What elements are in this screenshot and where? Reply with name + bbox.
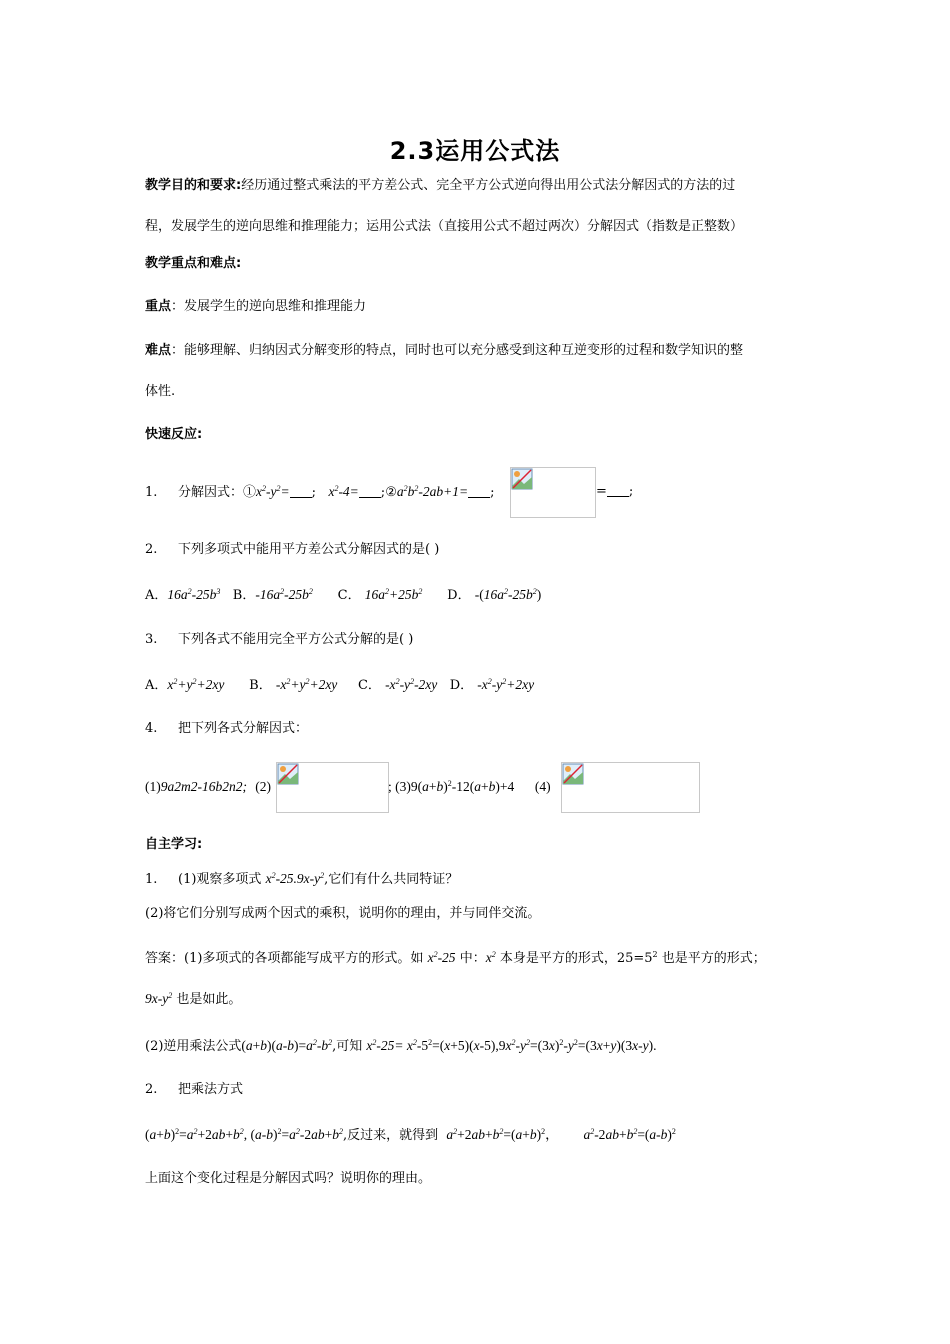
key-point-line (145, 298, 815, 316)
question-3-options: A．$x^2+y^2+2xy$ B． $-x^2+y^2+2xy$ C． $-x^2-y^2-2xy$ D． $-x^2-y^2+2xy$ (145, 677, 535, 693)
question-1-lead: 分解因式：① (178, 485, 257, 500)
difficult-line-1 (145, 342, 815, 360)
question-2-text: 下列多项式中能用平方差公式分解因式的是( ) (178, 542, 440, 557)
formula-image-placeholder (561, 762, 700, 813)
question-1: 1. 分解因式：$①x^2-y^2=$ ; $x^2-4=$ $;②a^2b^2-2ab+1=$ ; (145, 484, 495, 500)
broken-image-icon (277, 763, 299, 785)
question-4-part-3: ; $(3)9(a+b)^2-12(a+b)+4$ (4) (388, 779, 551, 794)
self-study-item-2: 2. 把乘法方式 (145, 1082, 244, 1097)
question-4-text: 把下列各式分解因式： (178, 721, 309, 736)
question-2-options: A．$16a^2-25b^3$ B．$-16a^2-25b^2$ C． $16a^2+25b^2$ D． $-(16a^2-25b^2)$ (145, 587, 542, 603)
quick-heading: 快速反应: (145, 427, 203, 442)
goals-line-1 (145, 177, 815, 195)
question-2: 2. 下列多项式中能用平方差公式分解因式的是( ) (145, 542, 440, 557)
self-study-heading: 自主学习: (145, 837, 203, 852)
question-4: 4. 把下列各式分解因式： (145, 721, 309, 736)
question-1-tail: = ; (596, 484, 634, 499)
answer-blank[interactable] (290, 485, 312, 498)
answer-line-2: $9x-y^2$ 也是如此。 (145, 991, 242, 1007)
formula-image-placeholder (510, 467, 596, 518)
answer-blank[interactable] (468, 485, 490, 498)
key-difficult-heading: 教学重点和难点: (145, 256, 242, 271)
self-study-item-1: 1. (1)观察多项式 $x^2-25.9x-y^2$,它们有什么共同特证？ (145, 871, 459, 887)
answer-line-3: (2)逆用乘法公式$(a+b)(a-b)=a^2-b^2$,可知 $x^2-25= x^2-5^2=(x+5)(x-5),9x^2-y^2=(3x)^2-y^2=(3x+y)(3x-y)$. (145, 1038, 657, 1054)
answer-blank[interactable] (607, 484, 629, 497)
difficult-text-1: ：能够理解、归纳因式分解变形的特点，同时也可以充分感受到这种互逆变形的过程和数学知识的整 (171, 343, 744, 358)
goals-label: 教学目的和要求: (145, 178, 242, 193)
question-3: 3. 下列各式不能用完全平方公式分解的是( ) (145, 632, 414, 647)
difficult-label: 难点 (145, 343, 172, 358)
difficult-line-2: 体性. (145, 384, 176, 399)
formula-image-placeholder (276, 762, 389, 813)
key-label: 重点 (145, 299, 172, 314)
formula-line: $(a+b)^2=a^2+2ab+b^2$, $(a-b)^2=a^2-2ab+b^2$,反过来，就得到 $a^2+2ab+b^2=(a+b)^2$， $a^2-2ab+b^2=(a-b)^2$ (145, 1127, 676, 1143)
answer-line-1: 答案：(1)多项式的各项都能写成平方的形式。如 $x^2-25$ 中：$x^2$ 本身是平方的形式，$25=5^2$ 也是平方的形式； (145, 950, 766, 966)
broken-image-icon (562, 763, 584, 785)
question-4-part-1: (1)9a2m2-16b2n2; (2) (145, 779, 272, 794)
answer-blank[interactable] (359, 485, 381, 498)
question-3-text: 下列各式不能用完全平方公式分解的是( ) (178, 632, 414, 647)
question-1-number: 1. (145, 485, 158, 500)
key-text: ：发展学生的逆向思维和推理能力 (171, 299, 367, 314)
page-title: 2.3运用公式法 (389, 137, 561, 165)
self-study-item-1b: (2)将它们分别写成两个因式的乘积，说明你的理由，并与同伴交流。 (145, 906, 541, 921)
goals-line-2: 程，发展学生的逆向思维和推理能力；运用公式法（直接用公式不超过两次）分解因式（指数是正整数） (145, 219, 744, 234)
goals-text-1: 经历通过整式乘法的平方差公式、完全平方公式逆向得出用公式法分解因式的方法的过 (241, 178, 736, 193)
broken-image-icon (511, 468, 533, 490)
closing-question: 上面这个变化过程是分解因式吗？说明你的理由。 (145, 1171, 432, 1186)
